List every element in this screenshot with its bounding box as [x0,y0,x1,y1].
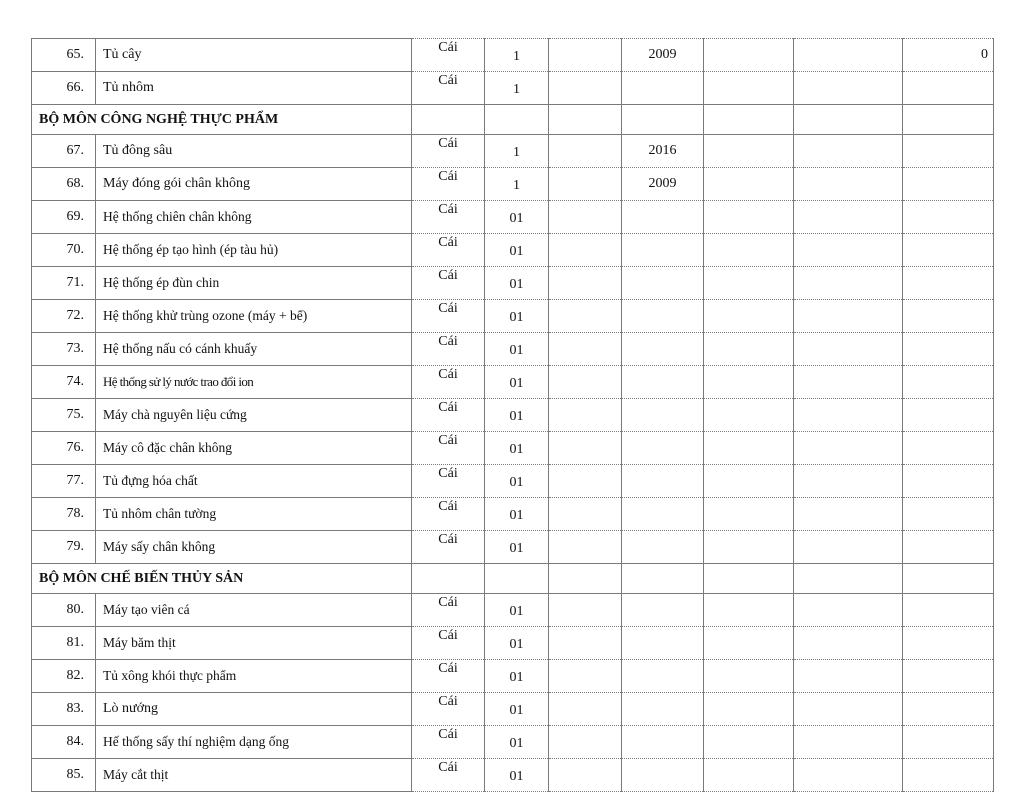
item-year [622,693,704,726]
item-col7 [704,168,794,201]
table-row [32,267,994,300]
empty-cell [412,105,485,135]
item-col5 [549,726,622,759]
item-col8 [794,267,903,300]
item-unit: Cái [412,135,485,168]
item-value [903,333,994,366]
item-col8 [794,168,903,201]
table-row [32,201,994,234]
item-value [903,300,994,333]
item-unit: Cái [412,72,485,105]
item-col8 [794,432,903,465]
section-title: BỘ MÔN CÔNG NGHỆ THỰC PHẨM [32,105,412,135]
item-quantity: 01 [485,759,549,792]
item-name: Máy cắt thịt [96,759,412,792]
item-year [622,366,704,399]
item-year [622,267,704,300]
item-number: 69. [32,201,96,234]
item-year [622,72,704,105]
item-col5 [549,72,622,105]
item-unit: Cái [412,660,485,693]
table-row [32,168,994,201]
item-col7 [704,531,794,564]
item-number: 85. [32,759,96,792]
item-col5 [549,594,622,627]
item-quantity: 01 [485,660,549,693]
item-number: 76. [32,432,96,465]
item-name: Tủ xông khói thực phẩm [96,660,412,693]
table-row [32,726,994,759]
item-col5 [549,399,622,432]
item-col7 [704,726,794,759]
item-name: Máy sấy chân không [96,531,412,564]
item-col7 [704,465,794,498]
item-name: Hệ thống sử lý nước trao đổi ion [96,366,412,399]
item-value [903,201,994,234]
item-quantity: 01 [485,693,549,726]
item-col5 [549,168,622,201]
table-row [32,660,994,693]
item-year [622,234,704,267]
item-col5 [549,366,622,399]
item-col7 [704,72,794,105]
empty-cell [485,564,549,594]
item-col5 [549,531,622,564]
item-value [903,531,994,564]
item-year: 2009 [622,39,704,72]
item-col8 [794,627,903,660]
item-col7 [704,759,794,792]
item-col8 [794,660,903,693]
table-row [32,627,994,660]
item-name: Hệ thống ép đùn chin [96,267,412,300]
item-col5 [549,135,622,168]
empty-cell [903,105,994,135]
item-col5 [549,234,622,267]
item-quantity: 1 [485,72,549,105]
item-col5 [549,432,622,465]
item-col8 [794,531,903,564]
item-number: 74. [32,366,96,399]
item-name: Hệ thống ép tạo hình (ép tàu hủ) [96,234,412,267]
item-col8 [794,72,903,105]
item-quantity: 1 [485,39,549,72]
item-year [622,333,704,366]
item-number: 84. [32,726,96,759]
table-body [32,39,994,792]
item-name: Tủ nhôm [96,72,412,105]
item-name: Máy chà nguyên liệu cứng [96,399,412,432]
item-number: 82. [32,660,96,693]
empty-cell [704,564,794,594]
item-quantity: 01 [485,531,549,564]
item-name: Máy cô đặc chân không [96,432,412,465]
item-quantity: 01 [485,465,549,498]
item-col7 [704,39,794,72]
item-value [903,399,994,432]
item-year [622,627,704,660]
item-name: Máy băm thịt [96,627,412,660]
item-quantity: 01 [485,627,549,660]
item-year [622,300,704,333]
item-year [622,432,704,465]
item-col8 [794,465,903,498]
item-year [622,759,704,792]
item-year [622,201,704,234]
item-year [622,726,704,759]
item-value [903,168,994,201]
item-name: Máy đóng gói chân không [96,168,412,201]
item-quantity: 01 [485,300,549,333]
item-quantity: 01 [485,234,549,267]
item-name: Lò nướng [96,693,412,726]
item-unit: Cái [412,300,485,333]
item-col8 [794,333,903,366]
item-value [903,366,994,399]
item-number: 77. [32,465,96,498]
item-value [903,594,994,627]
table-row [32,234,994,267]
item-number: 67. [32,135,96,168]
item-value [903,432,994,465]
equipment-inventory-table [31,38,994,792]
item-col8 [794,39,903,72]
table-row [32,531,994,564]
item-year: 2009 [622,168,704,201]
table-row [32,465,994,498]
table-row [32,693,994,726]
item-quantity: 01 [485,594,549,627]
item-year: 2016 [622,135,704,168]
empty-cell [485,105,549,135]
item-col7 [704,432,794,465]
item-name: Tủ cây [96,39,412,72]
table-row [32,759,994,792]
item-col7 [704,693,794,726]
item-col7 [704,267,794,300]
item-number: 75. [32,399,96,432]
item-number: 72. [32,300,96,333]
item-quantity: 1 [485,135,549,168]
table-row [32,333,994,366]
item-number: 68. [32,168,96,201]
item-number: 73. [32,333,96,366]
item-col8 [794,726,903,759]
table-row [32,135,994,168]
item-number: 80. [32,594,96,627]
item-quantity: 01 [485,366,549,399]
item-col7 [704,366,794,399]
item-value [903,465,994,498]
item-unit: Cái [412,594,485,627]
table-row [32,399,994,432]
item-value [903,759,994,792]
item-number: 71. [32,267,96,300]
item-quantity: 01 [485,333,549,366]
item-col8 [794,234,903,267]
item-col7 [704,660,794,693]
item-col5 [549,660,622,693]
item-col5 [549,627,622,660]
item-col7 [704,627,794,660]
item-col8 [794,135,903,168]
item-col5 [549,498,622,531]
item-col5 [549,693,622,726]
table-row [32,72,994,105]
item-name: Hệ thống chiên chân không [96,201,412,234]
item-year [622,531,704,564]
empty-cell [549,105,622,135]
item-name: Tủ đựng hóa chất [96,465,412,498]
item-col7 [704,594,794,627]
item-quantity: 01 [485,498,549,531]
item-quantity: 1 [485,168,549,201]
item-value [903,72,994,105]
item-year [622,465,704,498]
item-year [622,399,704,432]
item-name: Tủ nhôm chân tường [96,498,412,531]
section-header-row [32,564,994,594]
item-value [903,726,994,759]
item-unit: Cái [412,498,485,531]
table-row [32,300,994,333]
item-col8 [794,759,903,792]
item-unit: Cái [412,432,485,465]
item-value [903,135,994,168]
item-col7 [704,135,794,168]
item-quantity: 01 [485,432,549,465]
empty-cell [704,105,794,135]
empty-cell [622,105,704,135]
item-name: Hệ thống khử trùng ozone (máy + bể) [96,300,412,333]
item-name: Tủ đông sâu [96,135,412,168]
item-number: 83. [32,693,96,726]
item-year [622,498,704,531]
item-col8 [794,399,903,432]
item-col5 [549,39,622,72]
item-col7 [704,333,794,366]
item-unit: Cái [412,366,485,399]
item-value [903,627,994,660]
table-row [32,366,994,399]
item-unit: Cái [412,168,485,201]
table-row [32,498,994,531]
item-unit: Cái [412,627,485,660]
item-col8 [794,498,903,531]
item-col7 [704,300,794,333]
item-col5 [549,267,622,300]
item-number: 79. [32,531,96,564]
item-unit: Cái [412,693,485,726]
item-unit: Cái [412,201,485,234]
item-unit: Cái [412,333,485,366]
item-col8 [794,594,903,627]
item-year [622,660,704,693]
item-name: Hế thống sấy thí nghiệm dạng ống [96,726,412,759]
item-name: Máy tạo viên cá [96,594,412,627]
item-unit: Cái [412,399,485,432]
item-col8 [794,693,903,726]
empty-cell [903,564,994,594]
item-col5 [549,759,622,792]
empty-cell [794,105,903,135]
item-number: 66. [32,72,96,105]
item-col8 [794,366,903,399]
item-col5 [549,201,622,234]
item-col5 [549,333,622,366]
item-col5 [549,300,622,333]
item-unit: Cái [412,759,485,792]
section-header-row [32,105,994,135]
table-row [32,594,994,627]
item-number: 65. [32,39,96,72]
item-quantity: 01 [485,201,549,234]
item-quantity: 01 [485,399,549,432]
item-unit: Cái [412,465,485,498]
item-number: 70. [32,234,96,267]
table-row [32,39,994,72]
item-name: Hệ thống nấu có cánh khuấy [96,333,412,366]
table-row [32,432,994,465]
item-value [903,660,994,693]
item-value [903,267,994,300]
item-col8 [794,201,903,234]
empty-cell [412,564,485,594]
item-col7 [704,234,794,267]
item-unit: Cái [412,726,485,759]
item-col7 [704,399,794,432]
item-quantity: 01 [485,726,549,759]
section-title: BỘ MÔN CHẾ BIẾN THỦY SẢN [32,564,412,594]
item-unit: Cái [412,39,485,72]
item-quantity: 01 [485,267,549,300]
item-unit: Cái [412,267,485,300]
item-value [903,498,994,531]
item-col5 [549,465,622,498]
empty-cell [622,564,704,594]
item-unit: Cái [412,531,485,564]
item-col7 [704,498,794,531]
item-number: 81. [32,627,96,660]
item-number: 78. [32,498,96,531]
item-value: 0 [903,39,994,72]
item-value [903,234,994,267]
item-value [903,693,994,726]
item-year [622,594,704,627]
item-col7 [704,201,794,234]
empty-cell [549,564,622,594]
item-unit: Cái [412,234,485,267]
empty-cell [794,564,903,594]
item-col8 [794,300,903,333]
